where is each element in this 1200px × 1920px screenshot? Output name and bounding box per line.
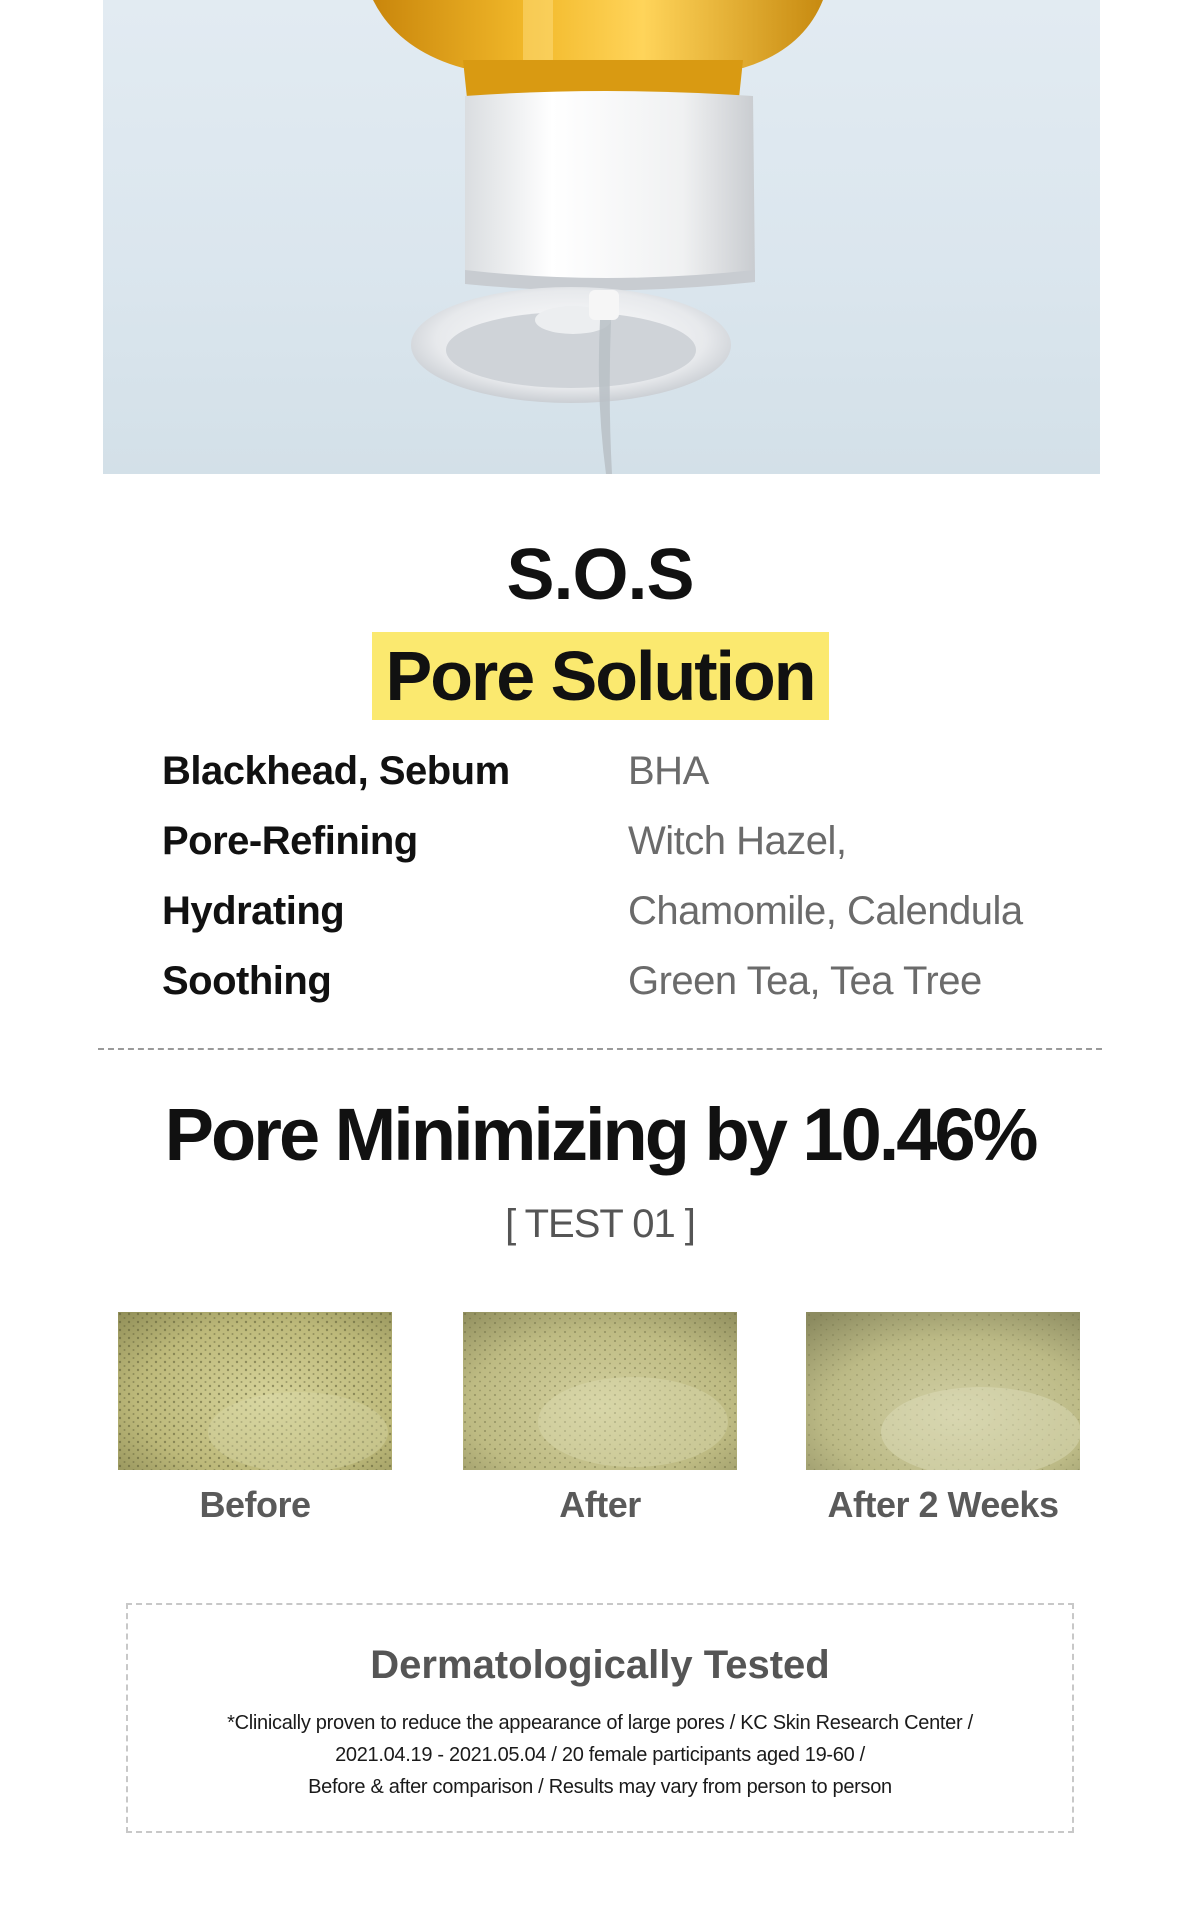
headline-highlight-wrap — [0, 632, 1200, 720]
tile-caption: After — [559, 1484, 641, 1525]
headline-sos: S.O.S — [506, 535, 694, 615]
tile-caption: After 2 Weeks — [827, 1484, 1059, 1525]
bottle-dispenser-illustration — [103, 0, 1100, 474]
benefit-ingredient: Witch Hazel, — [628, 818, 847, 863]
benefit-row — [162, 876, 1062, 946]
benefit-row — [162, 946, 1062, 1016]
dashed-divider — [98, 1048, 1102, 1050]
benefit-row — [162, 736, 1062, 806]
headline-pore-solution: Pore Solution — [372, 632, 829, 720]
benefits-table — [162, 736, 1062, 1016]
dermatology-note-line: *Clinically proven to reduce the appearance of large pores / KC Skin Research Center / — [227, 1712, 973, 1734]
skin-closeup-image — [806, 1312, 1080, 1470]
tile-after-2-weeks — [806, 1312, 1080, 1526]
benefit-name: Soothing — [162, 958, 332, 1003]
test-label: [ TEST 01 ] — [505, 1202, 695, 1246]
hero-product-image — [103, 0, 1100, 474]
benefit-row — [162, 806, 1062, 876]
benefit-ingredient: BHA — [628, 748, 709, 793]
test-title: Pore Minimizing by 10.46% — [164, 1093, 1036, 1176]
benefit-ingredient: Green Tea, Tea Tree — [628, 958, 982, 1003]
tile-before — [118, 1312, 392, 1526]
benefit-name: Blackhead, Sebum — [162, 748, 510, 793]
dermatology-notes — [128, 1707, 1072, 1803]
benefit-name: Pore-Refining — [162, 818, 418, 863]
skin-closeup-image — [463, 1312, 737, 1470]
tile-caption: Before — [199, 1484, 311, 1525]
dermatology-note-line: 2021.04.19 - 2021.05.04 / 20 female participants aged 19-60 / — [335, 1744, 865, 1766]
dermatology-title: Dermatologically Tested — [370, 1643, 830, 1687]
skin-closeup-image — [118, 1312, 392, 1470]
dermatology-note-box — [126, 1603, 1074, 1833]
benefit-name: Hydrating — [162, 888, 345, 933]
benefit-ingredient: Chamomile, Calendula — [628, 888, 1023, 933]
before-after-gallery — [118, 1312, 1082, 1532]
tile-after — [463, 1312, 737, 1526]
dermatology-note-line: Before & after comparison / Results may vary from person to person — [308, 1776, 892, 1798]
